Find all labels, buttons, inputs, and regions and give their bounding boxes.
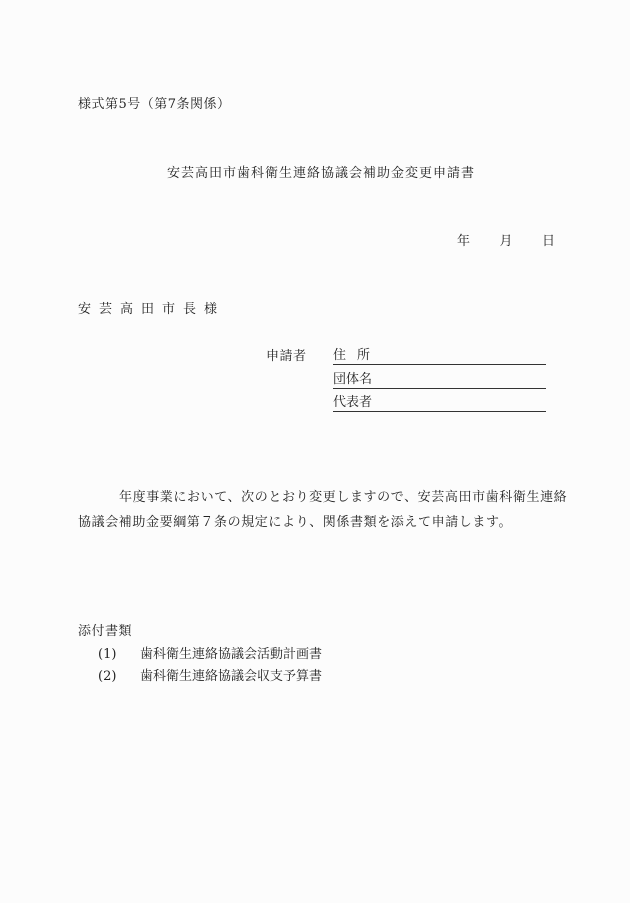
attachment-label: 歯科衛生連絡協議会収支予算書 bbox=[140, 669, 323, 684]
representative-field[interactable] bbox=[333, 395, 546, 412]
address-label: 住所 bbox=[333, 348, 382, 363]
organization-name-label: 団体名 bbox=[333, 372, 373, 387]
attachment-label: 歯科衛生連絡協議会活動計画書 bbox=[140, 647, 323, 662]
attachment-item bbox=[98, 669, 322, 685]
address-field[interactable] bbox=[333, 348, 546, 365]
addressee: 安芸高田市長様 bbox=[78, 302, 226, 317]
application-body-text: 年度事業において、次のとおり変更しますので、安芸高田市歯科衛生連絡協議会補助金要綱第７条の規定により、関係書類を添えて申請します。 bbox=[78, 490, 568, 530]
attachment-item bbox=[98, 647, 322, 663]
representative-label: 代表者 bbox=[333, 395, 373, 410]
day-label: 日 bbox=[542, 234, 556, 249]
applicant-label: 申請者 bbox=[266, 349, 307, 364]
date-line bbox=[457, 234, 556, 250]
month-label: 月 bbox=[499, 234, 514, 249]
year-label: 年 bbox=[457, 234, 471, 249]
form-number: 様式第5号（第7条関係） bbox=[78, 97, 231, 112]
attachment-number: (2) bbox=[98, 669, 117, 684]
attachment-number: (1) bbox=[98, 647, 117, 662]
organization-name-field[interactable] bbox=[333, 372, 546, 389]
attachments-heading: 添付書類 bbox=[78, 624, 133, 639]
document-title: 安芸高田市歯科衛生連絡協議会補助金変更申請書 bbox=[167, 166, 476, 181]
